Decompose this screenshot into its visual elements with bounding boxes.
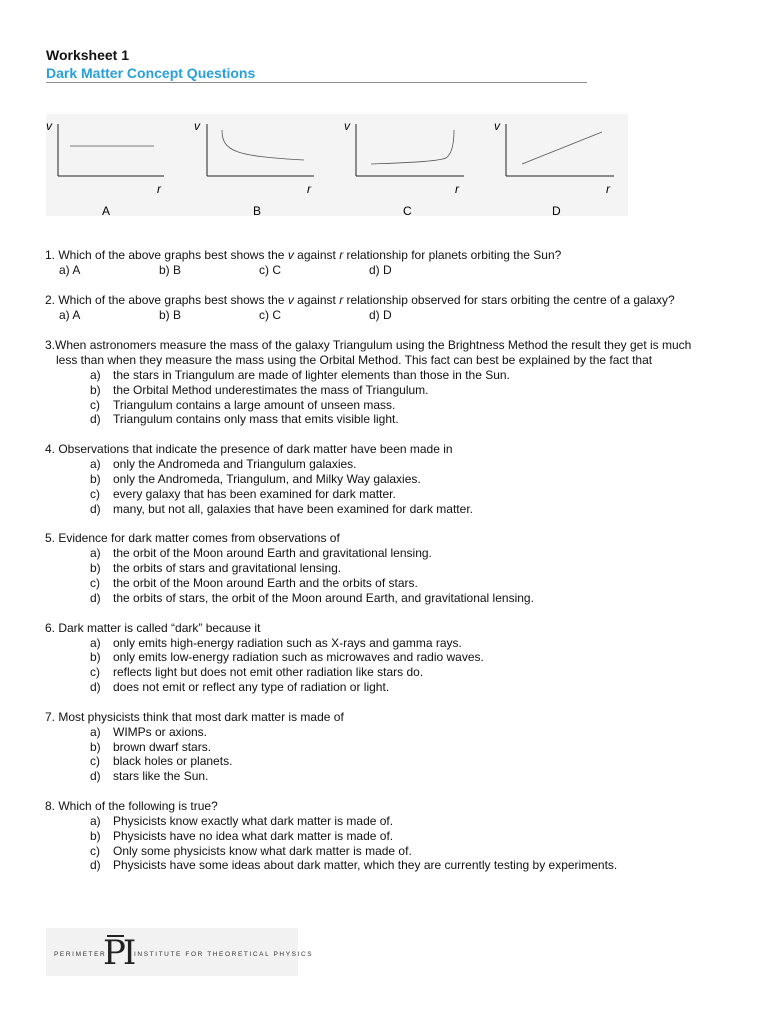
option-text: only the Andromeda and Triangulum galaxies.	[113, 457, 357, 472]
option-c[interactable]	[45, 754, 745, 769]
question-4-stem: 4. Observations that indicate the presence of dark matter have been made in	[45, 442, 453, 457]
graph-a-label: A	[102, 204, 111, 216]
question-2-options	[45, 308, 745, 323]
question-1	[45, 248, 745, 278]
option-c[interactable]	[45, 665, 745, 680]
option-text: many, but not all, galaxies that have been examined for dark matter.	[113, 501, 473, 516]
option-d[interactable]	[45, 502, 745, 517]
option-letter: c)	[90, 486, 100, 501]
option-a[interactable]	[45, 546, 745, 561]
option-letter: b)	[90, 739, 101, 754]
question-6	[45, 621, 745, 695]
option-c[interactable]	[45, 576, 745, 591]
stem-italic-r: r	[339, 248, 344, 262]
footer-institute-text: INSTITUTE FOR THEORETICAL PHYSICS	[134, 951, 314, 958]
question-3-stem	[45, 338, 745, 368]
option-letter: b)	[90, 828, 101, 843]
question-4-options	[45, 457, 745, 516]
graph-a-y-label: v	[46, 119, 52, 133]
option-letter: c)	[90, 843, 100, 858]
option-letter: b)	[90, 650, 101, 665]
question-3	[45, 338, 745, 427]
option-letter: d)	[90, 412, 101, 427]
option-a[interactable]	[45, 636, 745, 651]
stem-line-1: 3.When astronomers measure the mass of the galaxy Triangulum using the Brightness Method the result they get is much	[45, 338, 692, 352]
option-text: the orbit of the Moon around Earth and the orbits of stars.	[113, 575, 418, 590]
option-a[interactable]	[45, 457, 745, 472]
worksheet-title: Worksheet 1	[46, 47, 129, 63]
graphs-panel	[46, 114, 628, 216]
option-text: Triangulum contains only mass that emits visible light.	[113, 412, 399, 427]
option-letter: c)	[90, 665, 100, 680]
option-letter: a)	[90, 368, 101, 382]
option-d[interactable]	[45, 412, 745, 427]
option-letter: d)	[90, 679, 101, 694]
option-text: the orbits of stars, the orbit of the Moon around Earth, and gravitational lensing.	[113, 590, 534, 605]
question-list	[45, 248, 745, 888]
graph-c-x-label: r	[455, 182, 459, 196]
stem-italic-v: v	[287, 248, 294, 262]
option-letter: d)	[90, 590, 101, 605]
graph-b-y-label: v	[194, 119, 200, 133]
stem-text: 2. Which of the above graphs best shows the	[45, 293, 288, 307]
question-1-options	[45, 263, 745, 278]
graph-c-y-label: v	[344, 119, 350, 133]
title-divider	[46, 82, 587, 83]
question-8-stem: 8. Which of the following is true?	[45, 798, 218, 813]
graph-b-x-label: r	[307, 182, 311, 196]
option-text: Physicists know exactly what dark matter is made of.	[113, 813, 394, 828]
option-d[interactable]: d) D	[369, 263, 392, 277]
graph-d-label: D	[552, 204, 561, 216]
option-c[interactable]	[45, 844, 745, 859]
option-text: the Orbital Method underestimates the mass of Triangulum.	[113, 382, 429, 397]
option-d[interactable]: d) D	[369, 308, 392, 322]
graph-d-y-label: v	[494, 119, 500, 133]
option-b[interactable]: b) B	[159, 308, 182, 322]
option-a[interactable]	[45, 368, 745, 383]
graph-a-x-label: r	[157, 182, 161, 196]
graph-c-label: C	[403, 204, 412, 216]
option-letter: c)	[90, 754, 100, 769]
option-c[interactable]	[45, 487, 745, 502]
option-a[interactable]: a) A	[59, 263, 81, 277]
question-2	[45, 293, 745, 323]
question-3-options	[45, 368, 745, 427]
question-5	[45, 531, 745, 605]
stem-text: 1. Which of the above graphs best shows the	[45, 248, 288, 262]
option-text: every galaxy that has been examined for dark matter.	[113, 486, 396, 501]
option-letter: a)	[90, 635, 101, 650]
option-a[interactable]	[45, 814, 745, 829]
option-letter: c)	[90, 397, 100, 412]
option-letter: a)	[90, 724, 101, 739]
option-b[interactable]	[45, 561, 745, 576]
option-b[interactable]	[45, 472, 745, 487]
option-letter: d)	[90, 501, 101, 516]
option-text: brown dwarf stars.	[113, 739, 212, 754]
question-7-stem: 7. Most physicists think that most dark matter is made of	[45, 709, 344, 724]
option-letter: b)	[90, 561, 101, 576]
option-text: only emits low-energy radiation such as microwaves and radio waves.	[113, 650, 484, 665]
stem-line-2: less than when they measure the mass using the Orbital Method. This fact can best be explained by the fact that	[56, 353, 653, 367]
option-c[interactable]: c) C	[259, 308, 281, 322]
graphs-svg	[46, 114, 628, 216]
graph-d	[494, 119, 614, 216]
option-b[interactable]	[45, 740, 745, 755]
option-text: does not emit or reflect any type of radiation or light.	[113, 679, 390, 694]
option-text: stars like the Sun.	[113, 769, 209, 784]
pi-logo: PI	[103, 933, 134, 973]
graph-b	[194, 119, 314, 216]
option-letter: a)	[90, 813, 101, 828]
option-text: Physicists have some ideas about dark matter, which they are currently testing by experiments.	[113, 858, 618, 873]
option-b[interactable]	[45, 650, 745, 665]
question-6-stem: 6. Dark matter is called “dark” because it	[45, 620, 261, 635]
question-5-options	[45, 546, 745, 605]
option-text: reflects light but does not emit other radiation like stars do.	[113, 665, 424, 680]
option-text: only the Andromeda, Triangulum, and Milky Way galaxies.	[113, 471, 421, 486]
option-text: the orbits of stars and gravitational lensing.	[113, 561, 342, 576]
option-letter: b)	[90, 471, 101, 486]
option-c[interactable]: c) C	[259, 263, 281, 277]
option-text: the stars in Triangulum are made of lighter elements than those in the Sun.	[113, 368, 510, 382]
option-text: only emits high-energy radiation such as X-rays and gamma rays.	[113, 635, 462, 650]
graph-a	[46, 119, 164, 216]
graph-b-label: B	[253, 204, 262, 216]
question-7-options	[45, 725, 745, 784]
question-5-stem: 5. Evidence for dark matter comes from observations of	[45, 531, 340, 546]
option-letter: b)	[90, 382, 101, 397]
graph-c	[344, 119, 464, 216]
option-letter: d)	[90, 858, 101, 873]
stem-text: against	[293, 293, 340, 307]
worksheet-subtitle: Dark Matter Concept Questions	[46, 65, 256, 81]
option-d[interactable]	[45, 680, 745, 695]
option-c[interactable]	[45, 398, 745, 413]
option-text: black holes or planets.	[113, 754, 233, 769]
option-a[interactable]: a) A	[59, 308, 81, 322]
option-text: Triangulum contains a large amount of unseen mass.	[113, 397, 396, 412]
question-6-options	[45, 636, 745, 695]
question-1-stem	[45, 248, 745, 263]
option-b[interactable]: b) B	[159, 263, 182, 277]
option-text: the orbit of the Moon around Earth and gravitational lensing.	[113, 546, 432, 561]
option-letter: a)	[90, 457, 101, 472]
option-d[interactable]	[45, 858, 745, 873]
option-text: Physicists have no idea what dark matter is made of.	[113, 828, 394, 843]
graph-d-x-label: r	[606, 182, 610, 196]
option-b[interactable]	[45, 383, 745, 398]
question-8-options	[45, 814, 745, 873]
stem-text: relationship observed for stars orbiting the centre of a galaxy?	[343, 293, 675, 307]
option-text: WIMPs or axions.	[113, 724, 208, 739]
question-4	[45, 442, 745, 516]
option-letter: a)	[90, 546, 101, 561]
option-text: Only some physicists know what dark matter is made of.	[113, 843, 412, 858]
footer-perimeter-text: PERIMETER	[54, 951, 107, 958]
question-2-stem	[45, 293, 745, 308]
stem-text: relationship for planets orbiting the Sun?	[343, 248, 562, 262]
question-7	[45, 710, 745, 784]
stem-italic-r: r	[339, 293, 344, 307]
option-a[interactable]	[45, 725, 745, 740]
stem-italic-v: v	[287, 293, 294, 307]
option-d[interactable]	[45, 591, 745, 606]
option-letter: d)	[90, 769, 101, 784]
question-8	[45, 799, 745, 873]
option-b[interactable]	[45, 829, 745, 844]
option-letter: c)	[90, 575, 100, 590]
stem-text: against	[293, 248, 340, 262]
option-d[interactable]	[45, 769, 745, 784]
